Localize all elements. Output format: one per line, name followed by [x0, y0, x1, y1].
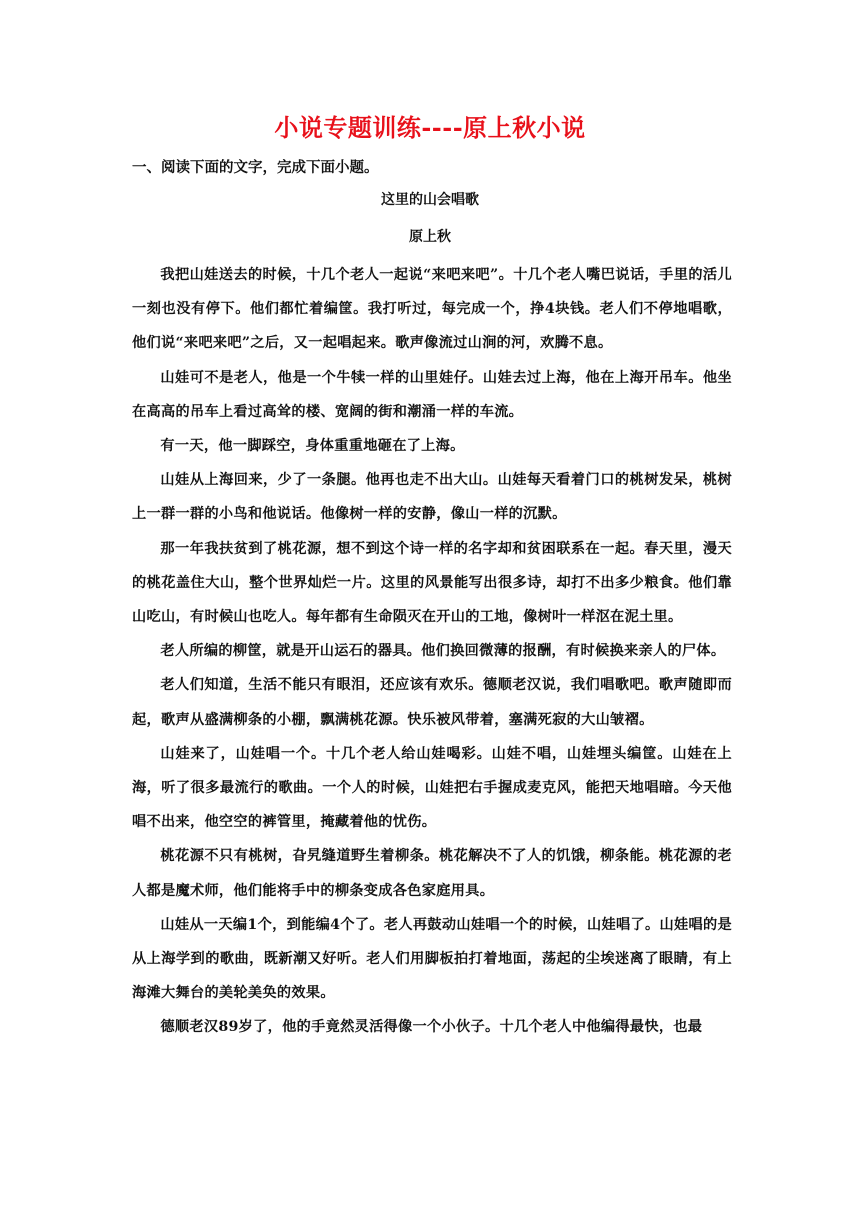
- paragraph: 那一年我扶贫到了桃花源，想不到这个诗一样的名字却和贫困联系在一起。春天里，漫天的桃花盖住大山，整个世界灿烂一片。这里的风景能写出很多诗，却打不出多少粮食。他们靠山吃山，有时候山也吃人。每年都有生命陨灭在开山的工地，像树叶一样沤在泥土里。: [132, 540, 732, 626]
- story-body: [132, 258, 732, 1045]
- story-title: 这里的山会唱歌: [381, 192, 479, 208]
- paragraph: 我把山娃送去的时候，十几个老人一起说“来吧来吧”。十几个老人嘴巴说话，手里的活儿一刻也没有停下。他们都忙着编筐。我打听过，每完成一个，挣4块钱。老人们不停地唱歌，他们说“来吧来吧”之后，又一起唱起来。歌声像流过山涧的河，欢腾不息。: [132, 267, 732, 352]
- paragraph: 老人们知道，生活不能只有眼泪，还应该有欢乐。德顺老汉说，我们唱歌吧。歌声随即而起，歌声从盛满柳条的小棚，飘满桃花源。快乐被风带着，塞满死寂的大山皱褶。: [132, 677, 732, 728]
- document-title: 小说专题训练----原上秋小说: [274, 113, 586, 142]
- paragraph: 桃花源不只有桃树，旮旯缝道野生着柳条。桃花解决不了人的饥饿，柳条能。桃花源的老人都是魔术师，他们能将手中的柳条变成各色家庭用具。: [132, 848, 732, 899]
- paragraph: 山娃从一天编1个，到能编4个了。老人再鼓动山娃唱一个的时候，山娃唱了。山娃唱的是从上海学到的歌曲，既新潮又好听。老人们用脚板拍打着地面，荡起的尘埃迷离了眼睛，有上海滩大舞台的美轮美奂的效果。: [132, 916, 732, 1002]
- paragraph: 德顺老汉89岁了，他的手竟然灵活得像一个小伙子。十几个老人中他编得最快，也最: [160, 1019, 703, 1036]
- paragraph: 山娃可不是老人，他是一个牛犊一样的山里娃仔。山娃去过上海，他在上海开吊车。他坐在高高的吊车上看过高耸的楼、宽阔的街和潮涌一样的车流。: [132, 369, 732, 420]
- paragraph: 老人所编的柳筐，就是开山运石的器具。他们换回微薄的报酬，有时候换来亲人的尸体。: [160, 643, 726, 660]
- section-heading: 一、阅读下面的文字，完成下面小题。: [132, 159, 379, 176]
- story-author: 原上秋: [409, 229, 451, 245]
- paragraph: 有一天，他一脚踩空，身体重重地砸在了上海。: [160, 438, 465, 455]
- paragraph: 山娃从上海回来，少了一条腿。他再也走不出大山。山娃每天看着门口的桃树发呆，桃树上一群一群的小鸟和他说话。他像树一样的安静，像山一样的沉默。: [132, 472, 732, 523]
- paragraph: 山娃来了，山娃唱一个。十几个老人给山娃喝彩。山娃不唱，山娃埋头编筐。山娃在上海，听了很多最流行的歌曲。一个人的时候，山娃把右手握成麦克风，能把天地唱暗。今天他唱不出来，他空空的裤管里，掩藏着他的忧伤。: [132, 745, 732, 831]
